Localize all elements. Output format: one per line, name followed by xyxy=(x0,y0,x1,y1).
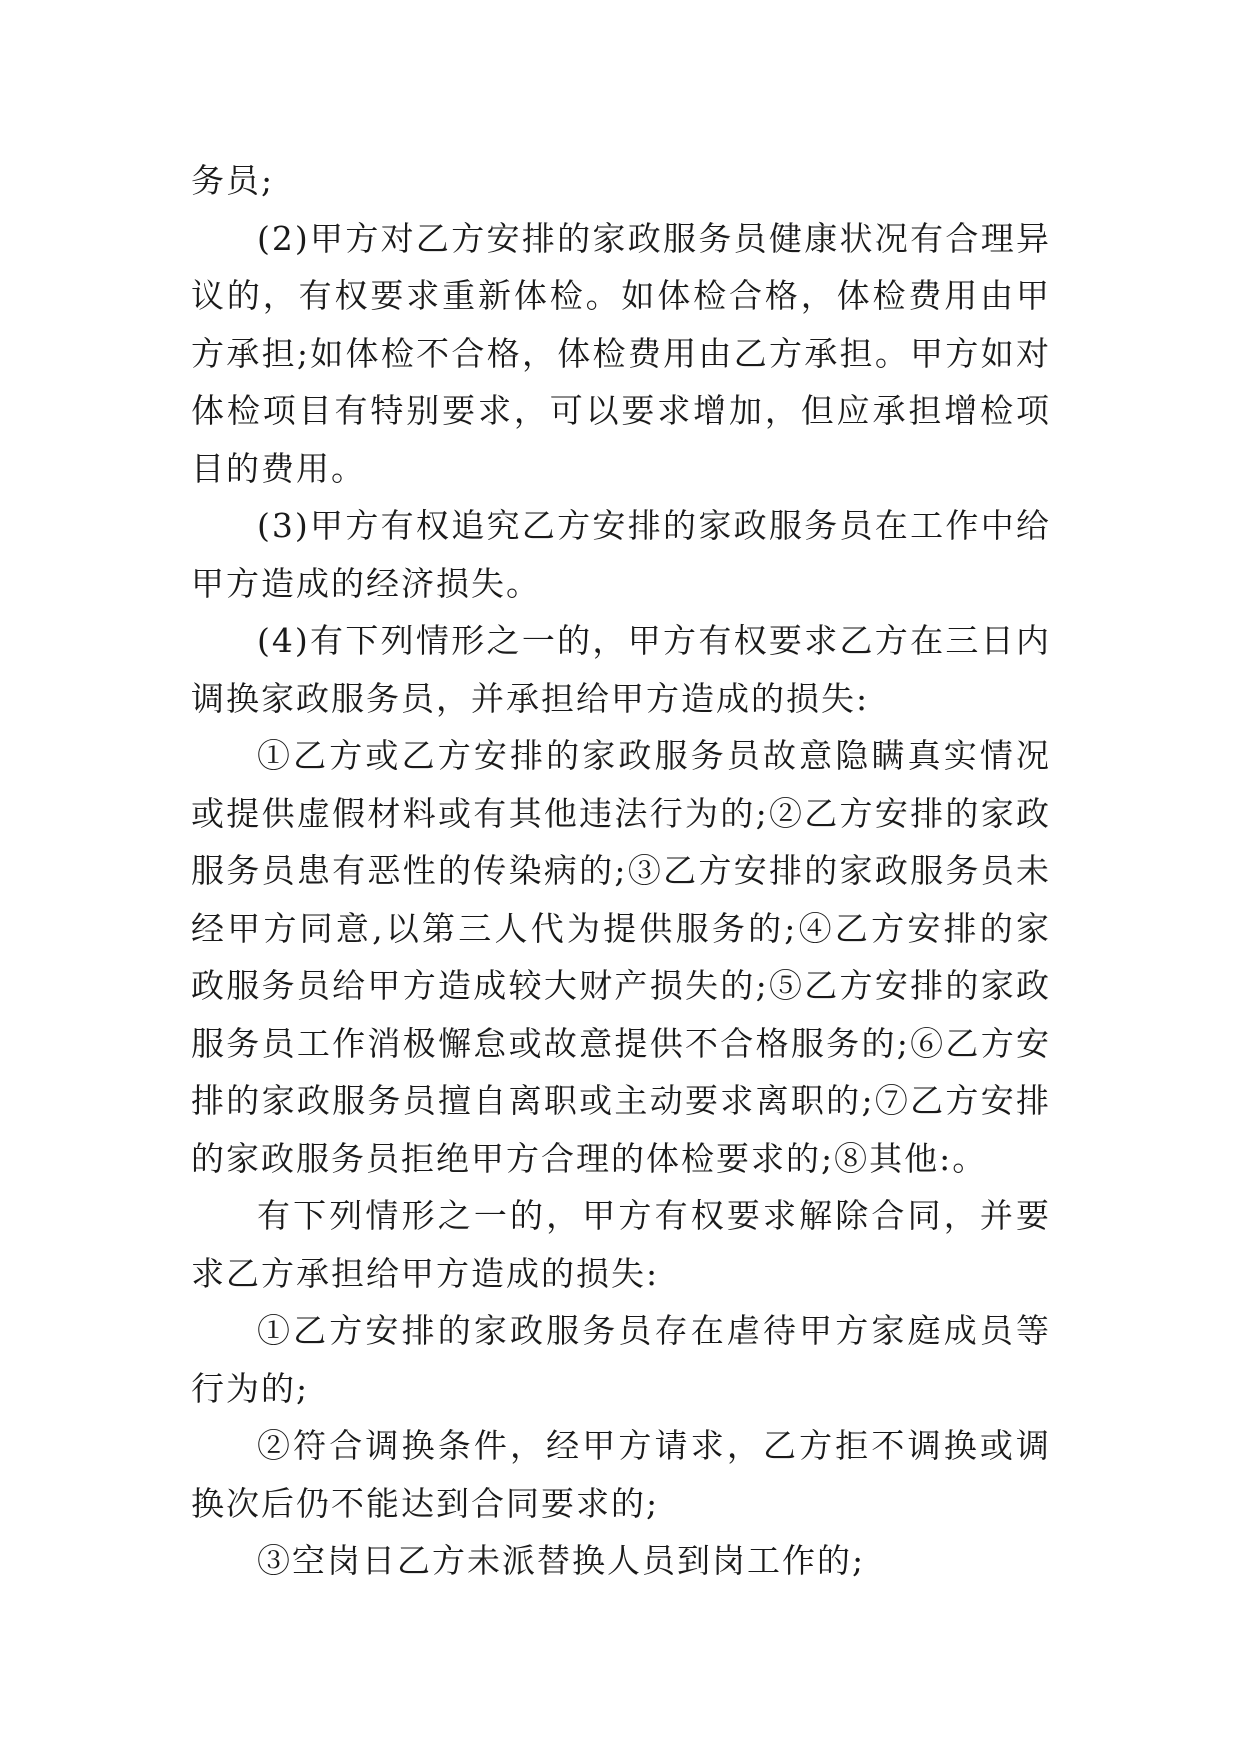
paragraph-clause-4-items: ①乙方或乙方安排的家政服务员故意隐瞒真实情况或提供虚假材料或有其他违法行为的;②乙方安排的家政服务员患有恶性的传染病的;③乙方安排的家政服务员未经甲方同意,以第三人代为提供服务的;④乙方安排的家政服务员给甲方造成较大财产损失的;⑤乙方安排的家政服务员工作消极懈怠或故意提供不合格服务的;⑥乙方安排的家政服务员擅自离职或主动要求离职的;⑦乙方安排的家政服务员拒绝甲方合理的体检要求的;⑧其他:。 xyxy=(191,736,1051,1178)
paragraph-termination-intro: 有下列情形之一的，甲方有权要求解除合同，并要求乙方承担给甲方造成的损失: xyxy=(191,1196,1051,1293)
paragraph-continuation: 务员; xyxy=(191,161,275,200)
document-body xyxy=(191,152,1051,1590)
paragraph-termination-item-3: ③空岗日乙方未派替换人员到岗工作的; xyxy=(257,1541,866,1580)
paragraph-clause-3: (3)甲方有权追究乙方安排的家政服务员在工作中给甲方造成的经济损失。 xyxy=(191,506,1051,603)
paragraph-clause-4: (4)有下列情形之一的，甲方有权要求乙方在三日内调换家政服务员，并承担给甲方造成的损失: xyxy=(191,621,1051,718)
paragraph-clause-2: (2)甲方对乙方安排的家政服务员健康状况有合理异议的，有权要求重新体检。如体检合格，体检费用由甲方承担;如体检不合格，体检费用由乙方承担。甲方如对体检项目有特别要求，可以要求增加，但应承担增检项目的费用。 xyxy=(191,218,1051,488)
paragraph-termination-item-1: ①乙方安排的家政服务员存在虐待甲方家庭成员等行为的; xyxy=(191,1311,1051,1408)
paragraph-termination-item-2: ②符合调换条件，经甲方请求，乙方拒不调换或调换次后仍不能达到合同要求的; xyxy=(191,1426,1051,1523)
